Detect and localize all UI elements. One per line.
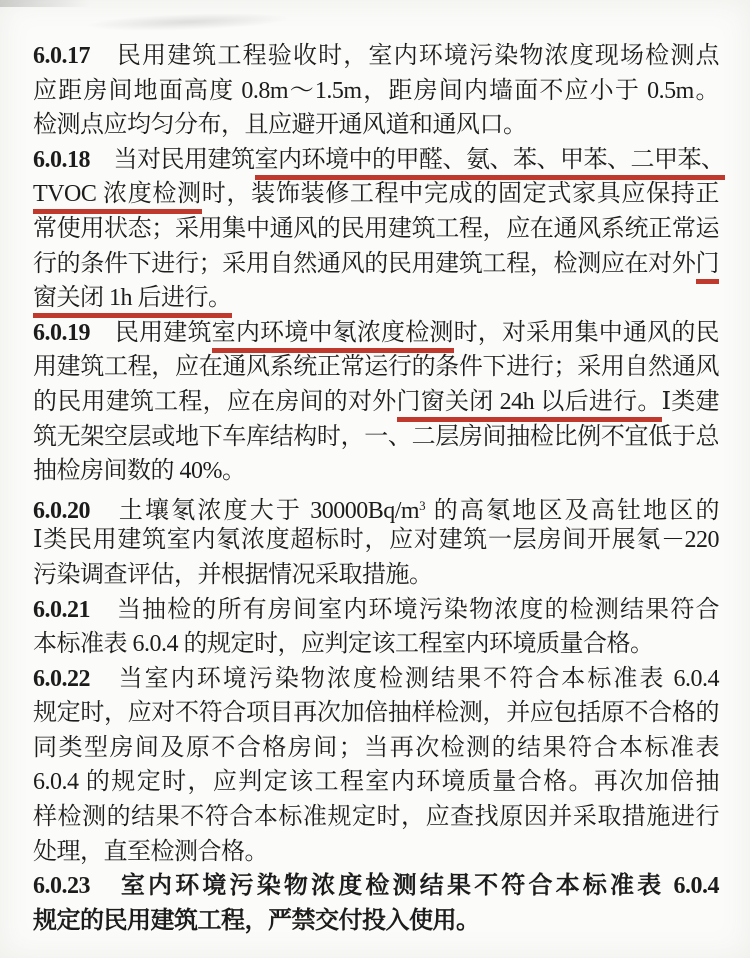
text-run: 处理，直至检测合格。 bbox=[33, 838, 268, 865]
text-run: Ⅰ类建 bbox=[661, 388, 720, 415]
text-line-6.0.20 bbox=[33, 558, 719, 593]
text-run: 样检测的结果不符合本标准规定时，应查找原因并采取措施进行 bbox=[33, 804, 719, 831]
text-run: 检测点应均匀分布，且应避开通风道和通风口。 bbox=[33, 112, 527, 139]
text-run: 当室内环境污染物浓度检测结果不符合本标准表 6.0.4 bbox=[118, 665, 720, 692]
red-underlined-text: 窗关闭 1h 后进行。 bbox=[33, 285, 232, 318]
text-line-6.0.22 bbox=[33, 696, 719, 731]
text-line-6.0.18 bbox=[33, 212, 719, 247]
text-line-6.0.20 bbox=[33, 489, 719, 524]
red-underlined-text: TVOC 浓度检测 bbox=[33, 181, 202, 214]
text-line-6.0.23 bbox=[33, 904, 719, 939]
text-run: Ⅰ类民用建筑室内氡浓度超标时，应对建筑一层房间开展氡－220 bbox=[33, 527, 719, 554]
text-line-6.0.18 bbox=[33, 177, 719, 212]
text-line-6.0.21 bbox=[33, 627, 719, 662]
section-number: 6.0.17 bbox=[33, 43, 117, 69]
text-run: 规定时，应对不符合项目再次加倍抽样检测，并应包括原不合格的 bbox=[33, 700, 719, 727]
text-line-6.0.17 bbox=[33, 74, 719, 109]
text-line-6.0.19 bbox=[33, 420, 719, 455]
text-run: 污染调查评估，并根据情况采取措施。 bbox=[33, 561, 433, 588]
text-line-6.0.18 bbox=[33, 143, 725, 178]
text-line-6.0.22 bbox=[33, 662, 719, 697]
section-number: 6.0.20 bbox=[33, 497, 119, 524]
text-run: 时，装饰装修工程中完成的固定式家具应保持正 bbox=[201, 181, 719, 208]
text-line-6.0.22 bbox=[33, 765, 719, 800]
text-run: 规定的民用建筑工程，严禁交付投入使用。 bbox=[33, 907, 480, 934]
text-run: 6.0.4 的规定时，应判定该工程室内环境质量合格。再次加倍抽 bbox=[33, 769, 719, 796]
text-run: 行的条件下进行；采用自然通风的民用建筑工程，检测应在对外 bbox=[33, 250, 696, 277]
text-run: 抽检房间数的 40%。 bbox=[33, 458, 246, 485]
text-line-6.0.22 bbox=[33, 731, 719, 766]
text-line-6.0.22 bbox=[33, 835, 719, 870]
text-run: 室内环境污染物浓度检测结果不符合本标准表 6.0.4 bbox=[120, 873, 720, 900]
text-run: 本标准表 6.0.4 的规定时，应判定该工程室内环境质量合格。 bbox=[33, 631, 654, 658]
section-number: 6.0.18 bbox=[33, 146, 114, 173]
red-underlined-text: 室内环境中氡浓度检测 bbox=[212, 320, 454, 353]
text-run: 当抽检的所有房间室内环境污染物浓度的检测结果符合 bbox=[116, 596, 720, 623]
text-run: 的民用建筑工程，应在房间的对外 bbox=[33, 388, 397, 415]
red-underlined-text: 门窗关闭 24h 以后进行。 bbox=[397, 389, 662, 422]
superscript: 3 bbox=[419, 497, 426, 513]
text-run: 土壤氡浓度大于 30000Bq/m bbox=[118, 497, 420, 524]
text-run: 民用建筑工程验收时，室内环境污染物浓度现场检测点 bbox=[116, 43, 720, 69]
text-line-6.0.17 bbox=[33, 108, 719, 143]
text-line-6.0.23 bbox=[33, 869, 719, 904]
text-line-6.0.19 bbox=[33, 454, 719, 489]
section-number: 6.0.19 bbox=[33, 319, 115, 346]
text-line-6.0.17 bbox=[33, 39, 719, 74]
text-line-6.0.21 bbox=[33, 593, 719, 628]
text-run: 应距房间地面高度 0.8m～1.5m，距房间内墙面不应小于 0.5m。 bbox=[33, 77, 719, 104]
red-underlined-text: 室内环境中的甲醛、氨、苯、甲苯、二甲苯、 bbox=[255, 147, 725, 180]
section-number: 6.0.21 bbox=[33, 596, 117, 623]
text-column bbox=[33, 39, 725, 938]
text-line-6.0.18 bbox=[33, 281, 719, 316]
text-run: 的高氡地区及高钍地区的 bbox=[425, 497, 720, 524]
text-line-6.0.19 bbox=[33, 316, 719, 351]
text-run: 筑无架空层或地下车库结构时，一、二层房间抽检比例不宜低于总 bbox=[33, 423, 719, 450]
text-line-6.0.19 bbox=[33, 385, 719, 420]
text-line-6.0.18 bbox=[33, 247, 719, 282]
text-line-6.0.22 bbox=[33, 800, 719, 835]
text-run: 同类型房间及原不合格房间；当再次检测的结果符合本标准表 bbox=[33, 734, 719, 761]
section-number: 6.0.23 bbox=[33, 873, 121, 900]
text-run: 时，对采用集中通风的民 bbox=[453, 319, 720, 346]
scan-corner-artifact bbox=[0, 0, 90, 7]
text-line-6.0.20 bbox=[33, 523, 719, 558]
scan-smudge bbox=[88, 11, 288, 34]
text-run: 当对民用建筑 bbox=[113, 146, 255, 173]
red-underlined-text: 门 bbox=[696, 251, 720, 284]
text-run: 常使用状态；采用集中通风的民用建筑工程，应在通风系统正常运 bbox=[33, 215, 719, 242]
text-run: 用建筑工程，应在通风系统正常运行的条件下进行；采用自然通风 bbox=[33, 354, 719, 381]
text-line-6.0.19 bbox=[33, 350, 719, 385]
text-run: 民用建筑 bbox=[114, 319, 212, 346]
section-number: 6.0.22 bbox=[33, 665, 119, 692]
